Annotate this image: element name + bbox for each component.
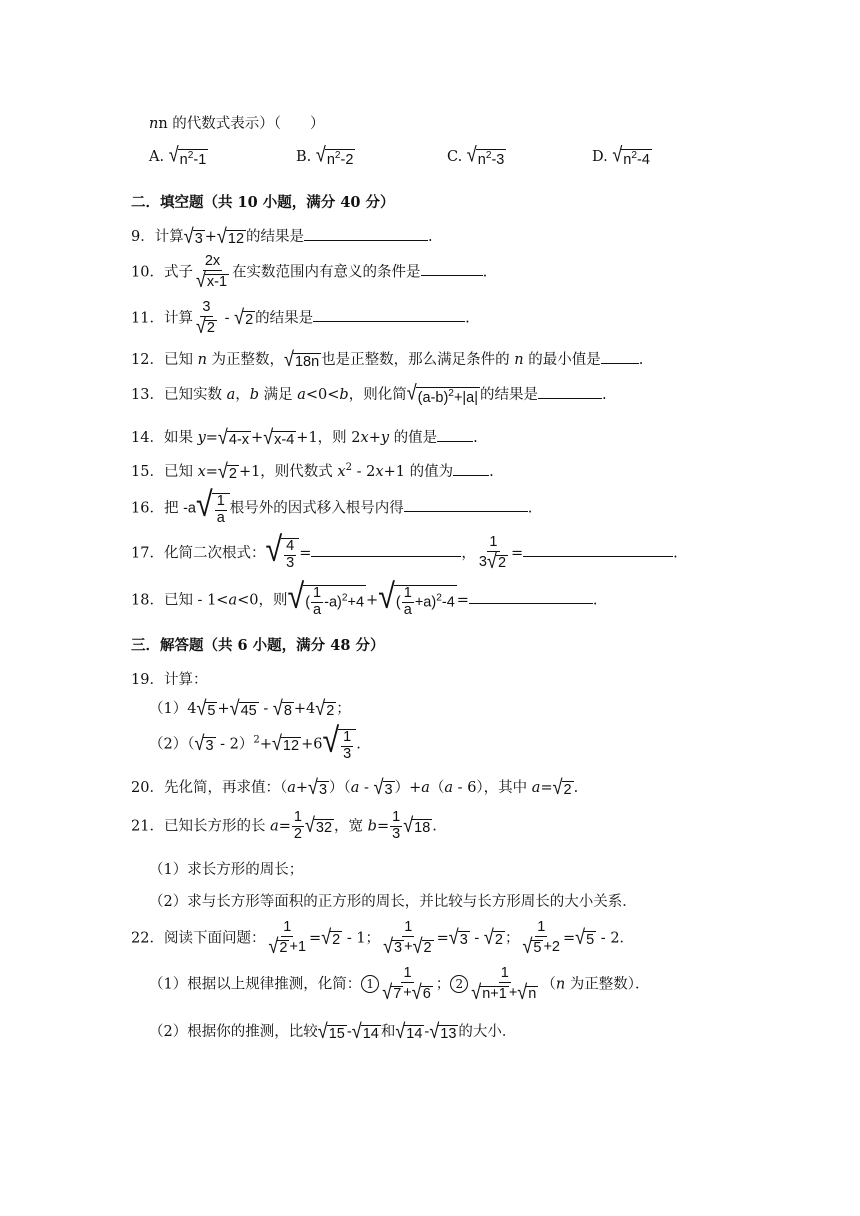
answer-blank[interactable]: [313, 307, 465, 322]
section-2-title: 二．填空题（共 10 小题，满分 40 分）: [131, 194, 395, 211]
answer-blank[interactable]: [469, 589, 593, 604]
question-17: 17．化简二次根式： √ $\frac{4}{3}$ = ， 1 3 √ 2 = .: [131, 529, 678, 573]
option-a[interactable]: A. √ $n^2-1$: [149, 143, 207, 168]
question-20: 20．先化简，再求值：（a+ √ 3 ）（a - √ 3 ）+a（a - 6），其中 a= √ 2 .: [131, 775, 579, 799]
question-19-part-2: （2）（ √ 3 - 2）$^2$+ √ 12 +6 √ $\frac{1}{3}$ .: [149, 720, 361, 762]
question-22-part-2: （2）根据你的推测，比较 √ 15 - √ 14 和 √ 14 - √ 13 的大小．: [149, 1019, 517, 1043]
question-21-part-2: （2）求与长方形等面积的正方形的周长，并比较与长方形周长的大小关系．: [149, 894, 637, 910]
answer-blank[interactable]: [453, 461, 489, 476]
option-d[interactable]: D. √ $n^2-4$: [592, 143, 650, 168]
question-12: 12．已知 n 为正整数， √ 18n 也是正整数，那么满足条件的 n 的最小值是 .: [131, 347, 644, 371]
option-c[interactable]: C. √ $n^2-3$: [447, 143, 505, 168]
question-14: 14．如果 y= √ 4-x + √ x-4 +1，则 2x+y 的值是 .: [131, 425, 478, 449]
answer-blank[interactable]: [437, 427, 473, 442]
q8-tail: nn 的代数式表示）（ ）: [149, 116, 325, 132]
question-11: 11．计算 3 √ 2 - √ 2 的结果是 .: [131, 299, 470, 338]
answer-blank[interactable]: [601, 349, 639, 364]
question-18: 18．已知 - 1<a<0，则 √ ( $\frac{1}{a}$ -a)$^2$+4 + √ ( $\frac{1}{a}$ +a)$^2$-4 = .: [131, 576, 598, 618]
question-15: 15．已知 x= √ 2 +1，则代数式 $x^2 - 2x+1$ 的值为 .: [131, 459, 494, 483]
option-b[interactable]: B. √ $n^2-2$: [296, 143, 354, 168]
answer-blank[interactable]: [421, 261, 483, 276]
answer-blank[interactable]: [523, 542, 673, 557]
answer-blank[interactable]: [404, 497, 528, 512]
question-22-part-1: （1）根据以上规律推测，化简： 1 1 √ 7 + √ 6 ； 2 1 √ n+1 + √ n （n 为正整数）．: [149, 965, 650, 1004]
question-16: 16．把 -a √ $\frac{1}{a}$ 根号外的因式移入根号内得 .: [131, 484, 533, 526]
question-21-part-1: （1）求长方形的周长；: [149, 862, 304, 878]
section-3-title: 三．解答题（共 6 小题，满分 48 分）: [131, 637, 385, 654]
question-13: 13．已知实数 a，b 满足 a<0<b，则化简 √ $(a-b)^2+|a|$ 的结果是 .: [131, 381, 607, 406]
question-9: 9．计算 √ 3 + √ 12 的结果是 .: [131, 224, 433, 248]
answer-blank[interactable]: [538, 384, 602, 399]
question-19: 19．计算：: [131, 672, 208, 688]
question-10: 10．式子 2x √ x-1 在实数范围内有意义的条件是 .: [131, 253, 488, 292]
question-22: 22．阅读下面问题： 1 √ 2 +1 = √ 2 - 1； 1 √ 3 + √ 2 = √ 3 - √ 2 ； 1 √ 5 +2 = √ 5 - 2．: [131, 919, 635, 958]
question-19-part-1: （1）4 √ 5 + √ 45 - √ 8 +4 √ 2 ；: [149, 696, 351, 720]
answer-blank[interactable]: [304, 226, 428, 241]
question-21: 21．已知长方形的长 a= $\frac{1}{2}$ √ 32 ，宽 b= $\frac{1}{3}$ √ 18 .: [131, 809, 437, 842]
answer-blank[interactable]: [311, 542, 461, 557]
